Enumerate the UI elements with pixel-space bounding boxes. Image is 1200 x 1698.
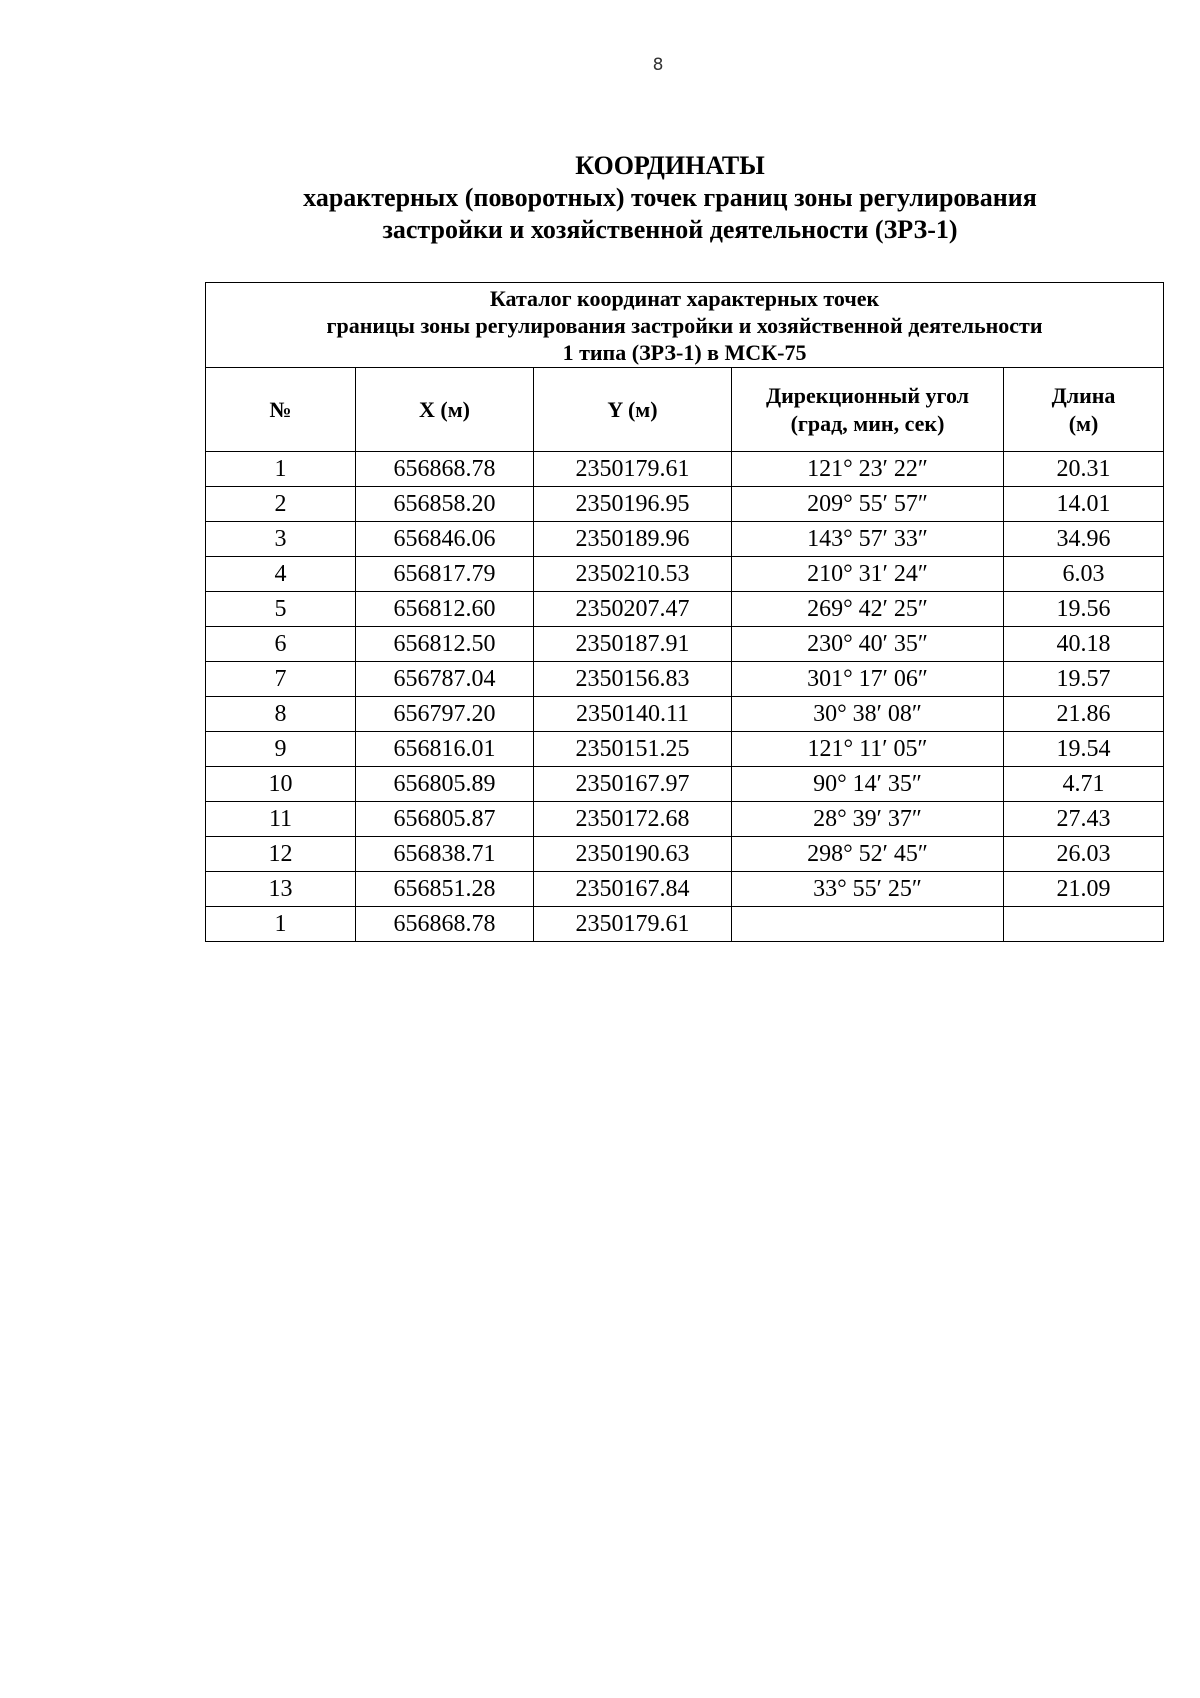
cell-y: 2350187.91 xyxy=(534,627,732,662)
table-caption-line-2: границы зоны регулирования застройки и хозяйственной деятельности xyxy=(326,312,1043,338)
cell-x: 656858.20 xyxy=(356,487,534,522)
table-row xyxy=(206,627,1164,662)
table-row xyxy=(206,732,1164,767)
cell-angle: 230° 40′ 35″ xyxy=(732,627,1004,662)
table-caption xyxy=(206,283,1164,368)
cell-x: 656846.06 xyxy=(356,522,534,557)
cell-angle: 121° 23′ 22″ xyxy=(732,452,1004,487)
cell-angle: 28° 39′ 37″ xyxy=(732,802,1004,837)
table-header-row xyxy=(206,368,1164,452)
cell-x: 656805.89 xyxy=(356,767,534,802)
cell-x: 656797.20 xyxy=(356,697,534,732)
cell-angle: 90° 14′ 35″ xyxy=(732,767,1004,802)
heading-subtitle-line-2: застройки и хозяйственной деятельности (ЗРЗ-1) xyxy=(382,215,958,244)
cell-number: 13 xyxy=(206,872,356,907)
cell-length: 21.09 xyxy=(1004,872,1164,907)
cell-length: 34.96 xyxy=(1004,522,1164,557)
cell-y: 2350179.61 xyxy=(534,452,732,487)
table-row xyxy=(206,452,1164,487)
cell-length: 19.54 xyxy=(1004,732,1164,767)
column-header-angle-units: (град, мин, сек) xyxy=(790,410,945,436)
cell-y: 2350179.61 xyxy=(534,907,732,942)
cell-y: 2350172.68 xyxy=(534,802,732,837)
cell-number: 12 xyxy=(206,837,356,872)
column-header-x-label: X (м) xyxy=(418,396,471,422)
cell-angle: 121° 11′ 05″ xyxy=(732,732,1004,767)
cell-number: 8 xyxy=(206,697,356,732)
table-row xyxy=(206,697,1164,732)
cell-number: 3 xyxy=(206,522,356,557)
cell-number: 9 xyxy=(206,732,356,767)
table-row xyxy=(206,522,1164,557)
cell-angle: 143° 57′ 33″ xyxy=(732,522,1004,557)
cell-y: 2350189.96 xyxy=(534,522,732,557)
coordinates-table xyxy=(205,282,1164,942)
cell-number: 5 xyxy=(206,592,356,627)
cell-x: 656817.79 xyxy=(356,557,534,592)
cell-y: 2350167.97 xyxy=(534,767,732,802)
cell-y: 2350196.95 xyxy=(534,487,732,522)
cell-length: 21.86 xyxy=(1004,697,1164,732)
table-row xyxy=(206,662,1164,697)
column-header-y xyxy=(534,368,732,452)
cell-number: 10 xyxy=(206,767,356,802)
cell-y: 2350156.83 xyxy=(534,662,732,697)
table-row xyxy=(206,872,1164,907)
cell-number: 11 xyxy=(206,802,356,837)
cell-y: 2350167.84 xyxy=(534,872,732,907)
cell-length: 14.01 xyxy=(1004,487,1164,522)
cell-x: 656816.01 xyxy=(356,732,534,767)
cell-x: 656838.71 xyxy=(356,837,534,872)
cell-x: 656787.04 xyxy=(356,662,534,697)
table-row xyxy=(206,837,1164,872)
cell-y: 2350190.63 xyxy=(534,837,732,872)
page-number: 8 xyxy=(652,55,664,75)
cell-x: 656812.50 xyxy=(356,627,534,662)
cell-angle: 209° 55′ 57″ xyxy=(732,487,1004,522)
column-header-y-label: Y (м) xyxy=(607,396,658,422)
cell-number: 6 xyxy=(206,627,356,662)
cell-x: 656812.60 xyxy=(356,592,534,627)
cell-x: 656868.78 xyxy=(356,452,534,487)
cell-y: 2350207.47 xyxy=(534,592,732,627)
table-row xyxy=(206,592,1164,627)
cell-number: 1 xyxy=(206,907,356,942)
cell-y: 2350210.53 xyxy=(534,557,732,592)
cell-length: 27.43 xyxy=(1004,802,1164,837)
table-row xyxy=(206,907,1164,942)
column-header-length-label: Длина xyxy=(1051,382,1116,408)
cell-number: 7 xyxy=(206,662,356,697)
column-header-number xyxy=(206,368,356,452)
table-caption-line-1: Каталог координат характерных точек xyxy=(489,285,880,311)
cell-number: 2 xyxy=(206,487,356,522)
cell-angle: 30° 38′ 08″ xyxy=(732,697,1004,732)
heading-title: КООРДИНАТЫ xyxy=(575,151,765,180)
cell-number: 1 xyxy=(206,452,356,487)
cell-length: 26.03 xyxy=(1004,837,1164,872)
cell-angle: 269° 42′ 25″ xyxy=(732,592,1004,627)
cell-y: 2350151.25 xyxy=(534,732,732,767)
cell-angle: 210° 31′ 24″ xyxy=(732,557,1004,592)
cell-length xyxy=(1004,907,1164,942)
cell-length: 19.56 xyxy=(1004,592,1164,627)
table-row xyxy=(206,802,1164,837)
table-row xyxy=(206,487,1164,522)
column-header-number-label: № xyxy=(269,396,292,422)
cell-length: 4.71 xyxy=(1004,767,1164,802)
cell-angle: 301° 17′ 06″ xyxy=(732,662,1004,697)
cell-angle: 33° 55′ 25″ xyxy=(732,872,1004,907)
cell-length: 40.18 xyxy=(1004,627,1164,662)
cell-length: 19.57 xyxy=(1004,662,1164,697)
table-row xyxy=(206,767,1164,802)
cell-x: 656805.87 xyxy=(356,802,534,837)
cell-length: 20.31 xyxy=(1004,452,1164,487)
heading-subtitle-line-1: характерных (поворотных) точек границ зоны регулирования xyxy=(303,183,1037,212)
column-header-angle-label: Дирекционный угол xyxy=(765,382,970,408)
cell-angle: 298° 52′ 45″ xyxy=(732,837,1004,872)
column-header-length xyxy=(1004,368,1164,452)
cell-angle xyxy=(732,907,1004,942)
document-heading xyxy=(260,150,1080,246)
cell-length: 6.03 xyxy=(1004,557,1164,592)
column-header-x xyxy=(356,368,534,452)
column-header-angle xyxy=(732,368,1004,452)
column-header-length-units: (м) xyxy=(1068,410,1099,436)
table-caption-line-3: 1 типа (ЗРЗ-1) в МСК-75 xyxy=(562,339,807,365)
cell-x: 656851.28 xyxy=(356,872,534,907)
cell-number: 4 xyxy=(206,557,356,592)
table-row xyxy=(206,557,1164,592)
cell-y: 2350140.11 xyxy=(534,697,732,732)
cell-x: 656868.78 xyxy=(356,907,534,942)
